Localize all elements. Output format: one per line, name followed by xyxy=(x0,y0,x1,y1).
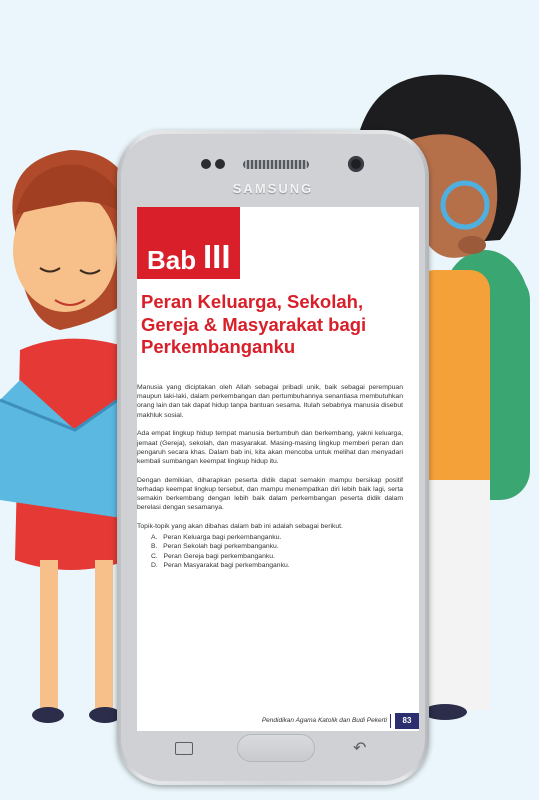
chapter-title-line: Perkembanganku xyxy=(141,336,296,357)
topic-item: C. Peran Gereja bagi perkembanganku. xyxy=(151,552,275,560)
home-button[interactable] xyxy=(237,734,315,762)
chapter-title-line: Peran Keluarga, Sekolah, xyxy=(141,291,364,312)
back-icon[interactable]: ↶ xyxy=(353,740,367,757)
paragraph: Topik-topik yang akan dibahas dalam bab ini adalah sebagai berikut. xyxy=(137,522,343,530)
paragraph: Dengan demikian, diharapkan peserta didik dapat semakin mampu bersikap positif terhadap keempat lingkup tersebut, dan mampu menempatkan diri lebih baik lagi, serta semakin berkembang dengan lebih baik dalam perkembangan peserta didik dalam berelasi dengan sesamanya. xyxy=(137,476,403,512)
phone-frame xyxy=(117,130,429,785)
chapter-label: Bab xyxy=(147,245,197,275)
page-number: 83 xyxy=(395,713,419,729)
topic-list xyxy=(137,533,403,570)
recent-apps-icon[interactable] xyxy=(175,742,193,755)
brand-logo: SAMSUNG xyxy=(232,181,314,196)
book-title: Pendidikan Agama Katolik dan Budi Pekerti xyxy=(261,717,387,724)
paragraph: Manusia yang diciptakan oleh Allah sebagai pribadi unik, baik sebagai perempuan maupun laki-laki, dalam perkembangan dan pertumbuhannya senantiasa membutuhkan orang lain dan tak dapat hidup tanpa bantuan sesama. Itulah sebabnya manusia disebut makhluk sosial. xyxy=(137,384,403,419)
chapter-title xyxy=(141,291,415,359)
chapter-number: III xyxy=(203,238,231,275)
earpiece-speaker xyxy=(243,160,309,169)
topic-item: A. Peran Keluarga bagi perkembanganku. xyxy=(151,534,282,542)
paragraph: Ada empat lingkup hidup tempat manusia bertumbuh dan berkembang, yakni keluarga, jemaat (Gereja), sekolah, dan masyarakat. Masing-masing lingkup memberi peran dan pengaruh secara khas. Dalam bab ini, kita akan mencoba untuk melihat dan menyadari kembali sumbangan keempat lingkup hidup itu. xyxy=(137,430,403,465)
phone-screen[interactable] xyxy=(137,207,419,731)
phone-body xyxy=(121,134,425,781)
footer-divider xyxy=(390,714,391,728)
chapter-title-line: Gereja & Masyarakat bagi xyxy=(141,313,367,335)
front-camera xyxy=(348,156,364,172)
topic-item: D. Peran Masyarakat bagi perkembanganku. xyxy=(151,561,290,569)
page-footer xyxy=(137,711,419,731)
chapter-body xyxy=(137,383,403,570)
topic-item: B. Peran Sekolah bagi perkembanganku. xyxy=(151,543,279,551)
chapter-badge xyxy=(137,207,240,279)
